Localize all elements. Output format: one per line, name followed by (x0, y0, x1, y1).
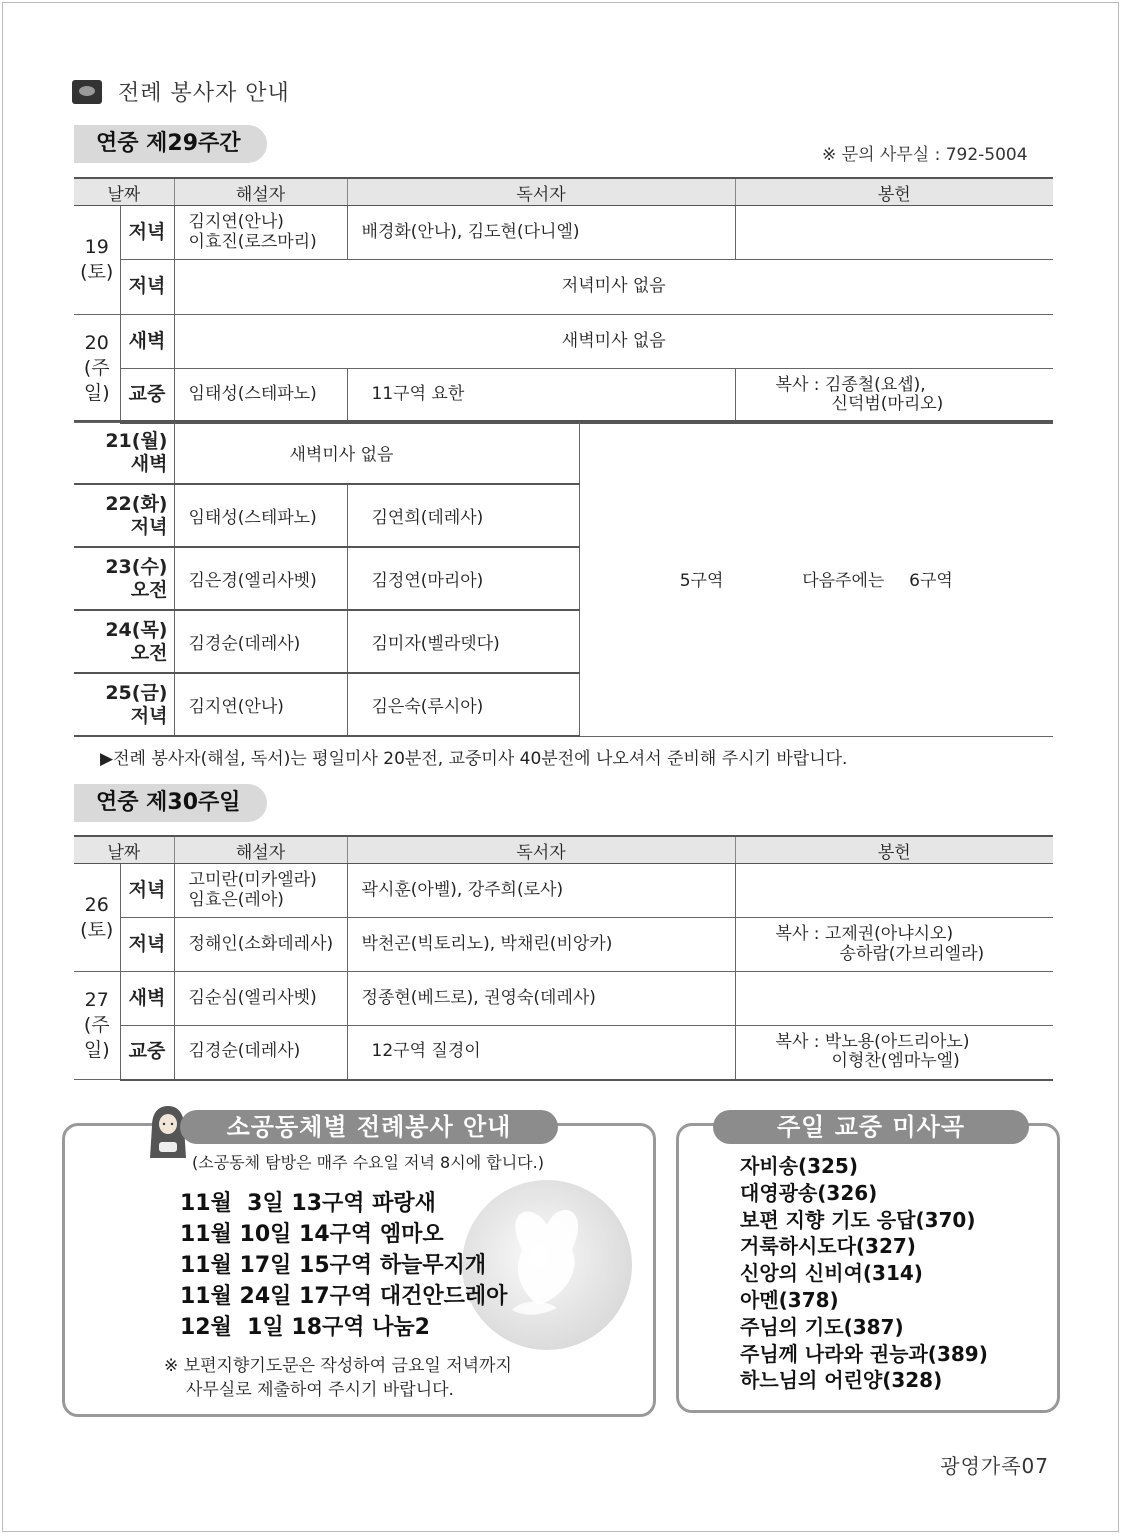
weekday-cell: 24(목) 오전 (74, 610, 174, 673)
weekday-offering-cell (579, 421, 1053, 736)
offering-cell (735, 864, 1053, 918)
list-item: 11월 3일 13구역 파랑새 (180, 1191, 436, 1216)
time-cell: 새벽 (120, 972, 174, 1026)
date-cell: 26 (토) (74, 864, 120, 972)
commentator-cell: 임태성(스테파노) (174, 484, 347, 547)
offering-cell (735, 206, 1053, 260)
hymns-title: 주일 교중 미사곡 (713, 1110, 1029, 1144)
page-footer (940, 1450, 1049, 1479)
time-cell: 저녁 (120, 918, 174, 972)
offering-cell: 복사 : 김종철(요셉), 신덕범(마리오) (735, 369, 1053, 423)
list-item: 대영광송(326) (740, 1180, 878, 1205)
table-row (74, 421, 1053, 484)
time-cell: 저녁 (120, 260, 174, 315)
reader-cell: 11구역 요한 (347, 369, 735, 423)
time-cell: 교중 (120, 369, 174, 423)
table-row (74, 260, 1053, 315)
list-item: 하느님의 어린양(328) (740, 1368, 943, 1393)
date-cell: 19 (토) (74, 206, 120, 315)
list-item: 11월 10일 14구역 엠마오 (180, 1222, 444, 1247)
commentator-cell: 김경순(데레사) (174, 1026, 347, 1080)
contact-note: ※ 문의 사무실 : 792-5004 (822, 145, 1028, 165)
table-row (74, 918, 1053, 972)
offering-cell: 복사 : 고제권(아냐시오) 송하람(가브리엘라) (735, 918, 1053, 972)
reader-cell: 곽시훈(아벨), 강주희(로사) (347, 864, 735, 918)
no-mass-cell: 저녁미사 없음 (174, 260, 1053, 315)
list-item: 11월 17일 15구역 하늘무지개 (180, 1253, 487, 1278)
date-cell: 20 (주일) (74, 315, 120, 423)
commentator-cell: 김지연(안나) 이효진(로즈마리) (174, 206, 347, 260)
list-item: 신앙의 신비여(314) (740, 1261, 923, 1286)
time-cell: 교중 (120, 1026, 174, 1080)
hymn-list (740, 1153, 988, 1394)
col-offering: 봉헌 (735, 178, 1053, 206)
reader-cell: 김정연(마리아) (347, 547, 579, 610)
weekday-table (74, 420, 1053, 737)
commentator-cell: 김은경(엘리사벳) (174, 547, 347, 610)
table-header-row (74, 836, 1053, 864)
list-item: 보편 지향 기도 응답(370) (740, 1207, 976, 1232)
list-item: 아멘(378) (740, 1287, 839, 1312)
community-subtitle: (소공동체 탐방은 매주 수요일 저녁 8시에 합니다.) (192, 1153, 544, 1172)
reader-cell: 김연희(데레사) (347, 484, 579, 547)
table-row (74, 864, 1053, 918)
no-mass-cell: 새벽미사 없음 (174, 421, 579, 484)
table-row (74, 1026, 1053, 1080)
reader-cell: 김은숙(루시아) (347, 673, 579, 736)
page-number: 07 (1021, 1454, 1049, 1478)
offering-next-label: 다음주에는 (802, 571, 885, 592)
schedule-table-week30 (74, 835, 1053, 1081)
col-date: 날짜 (74, 178, 174, 206)
weekday-cell: 23(수) 오전 (74, 547, 174, 610)
community-footnote: ※ 보편지향기도문은 작성하여 금요일 저녁까지 사무실로 제출하여 주시기 바랍니다. (164, 1356, 512, 1400)
col-offering: 봉헌 (735, 836, 1053, 864)
col-commentator: 해설자 (174, 178, 347, 206)
list-item: 12월 1일 18구역 나눔2 (180, 1315, 430, 1340)
footer-brand: 광영가족 (940, 1454, 1022, 1478)
commentator-cell: 고미란(미카엘라) 임효은(레아) (174, 864, 347, 918)
table-row (74, 369, 1053, 423)
time-cell: 저녁 (120, 864, 174, 918)
time-cell: 새벽 (120, 315, 174, 369)
schedule-table-week29 (74, 177, 1053, 424)
no-mass-cell: 새벽미사 없음 (174, 315, 1053, 369)
commentator-cell: 임태성(스테파노) (174, 369, 347, 423)
col-date: 날짜 (74, 836, 174, 864)
col-reader: 독서자 (347, 178, 735, 206)
commentator-cell: 김순심(엘리사벳) (174, 972, 347, 1026)
reader-cell: 12구역 질경이 (347, 1026, 735, 1080)
list-item: 거룩하시도다(327) (740, 1234, 916, 1259)
table-row (74, 315, 1053, 369)
reader-cell: 배경화(안나), 김도현(다니엘) (347, 206, 735, 260)
offering-cell (735, 972, 1053, 1026)
offering-next: 6구역 (909, 571, 953, 592)
list-item: 자비송(325) (740, 1154, 858, 1178)
table-header-row (74, 178, 1053, 206)
list-item: 주님께 나라와 권능과(389) (740, 1341, 988, 1366)
reader-cell: 김미자(벨라뎃다) (347, 610, 579, 673)
list-item: 주님의 기도(387) (740, 1314, 904, 1339)
offering-cell: 복사 : 박노용(아드리아노) 이형찬(엠마누엘) (735, 1026, 1053, 1080)
reader-cell: 박천곤(빅토리노), 박채린(비앙카) (347, 918, 735, 972)
reader-cell: 정종현(베드로), 권영숙(데레사) (347, 972, 735, 1026)
col-reader: 독서자 (347, 836, 735, 864)
page-title: 전례 봉사자 안내 (118, 81, 290, 106)
time-cell: 저녁 (120, 206, 174, 260)
page-header (72, 76, 290, 107)
weekday-cell: 22(화) 저녁 (74, 484, 174, 547)
section-title-week29: 연중 제29주간 (74, 125, 267, 163)
section-title-week30: 연중 제30주일 (74, 784, 267, 822)
col-commentator: 해설자 (174, 836, 347, 864)
community-title: 소공동체별 전례봉사 안내 (180, 1110, 558, 1144)
list-item: 11월 24일 17구역 대건안드레아 (180, 1284, 508, 1309)
weekday-cell: 21(월) 새벽 (74, 421, 174, 484)
table-row (74, 206, 1053, 260)
commentator-cell: 김경순(데레사) (174, 610, 347, 673)
weekday-cell: 25(금) 저녁 (74, 673, 174, 736)
date-cell: 27 (주일) (74, 972, 120, 1080)
commentator-cell: 김지연(안나) (174, 673, 347, 736)
table-row (74, 972, 1053, 1026)
commentator-cell: 정해인(소화데레사) (174, 918, 347, 972)
community-schedule-list (180, 1188, 507, 1343)
offering-current: 5구역 (679, 571, 724, 592)
servers-notice: ▶전례 봉사자(해설, 독서)는 평일미사 20분전, 교중미사 40분전에 나오셔서 준비해 주시기 바랍니다. (100, 749, 848, 769)
hands-photo-icon (72, 80, 102, 104)
